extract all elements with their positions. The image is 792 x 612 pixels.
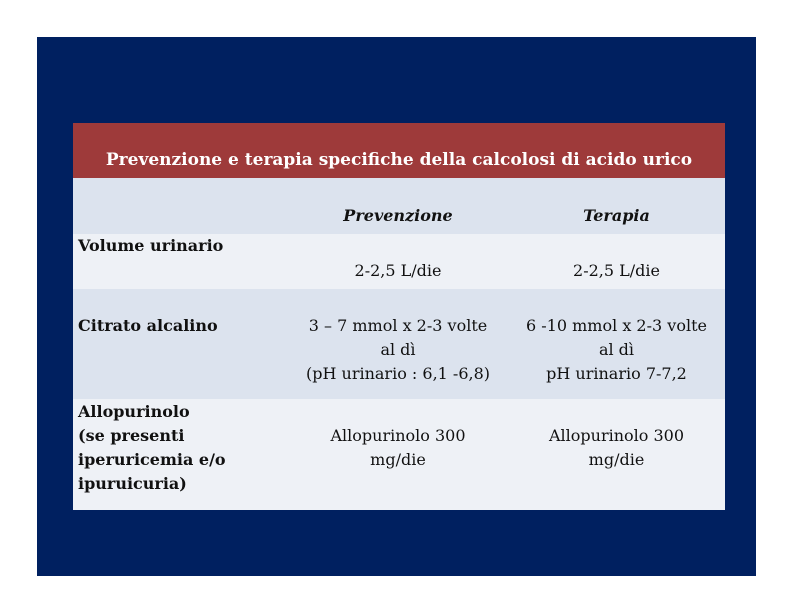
cell-line: Allopurinolo 300 xyxy=(330,426,466,445)
label-line: ipuruicuria) xyxy=(78,474,187,493)
calcolosi-table xyxy=(73,123,725,510)
header-terapia: Terapia xyxy=(583,206,650,225)
label-line: Allopurinolo xyxy=(78,402,190,421)
cell-line: Allopurinolo 300 xyxy=(548,426,685,445)
cell-terapia xyxy=(508,424,725,472)
cell-prevenzione xyxy=(288,424,508,472)
cell-line: al dì xyxy=(380,340,416,359)
table-header-row xyxy=(73,178,725,234)
table-row xyxy=(73,234,725,289)
table-title: Prevenzione e terapia specifiche della calcolosi di acido urico xyxy=(73,123,725,178)
table-row xyxy=(73,399,725,510)
cell-line: 3 – 7 mmol x 2-3 volte xyxy=(308,316,488,335)
cell-line: mg/die xyxy=(370,450,426,469)
row-label xyxy=(78,400,293,496)
cell-line: mg/die xyxy=(588,450,645,469)
header-prevenzione: Prevenzione xyxy=(343,206,453,225)
row-label: Citrato alcalino xyxy=(78,316,218,335)
cell-prevenzione: 2-2,5 L/die xyxy=(354,261,442,280)
row-label: Volume urinario xyxy=(78,236,224,255)
cell-line: (pH urinario : 6,1 -6,8) xyxy=(305,364,491,383)
table-row xyxy=(73,289,725,399)
cell-prevenzione xyxy=(288,314,508,386)
label-line: iperuricemia e/o xyxy=(78,450,226,469)
cell-terapia: 2-2,5 L/die xyxy=(573,261,660,280)
cell-line: pH urinario 7-7,2 xyxy=(546,364,687,383)
label-line: (se presenti xyxy=(78,426,185,445)
cell-line: 6 -10 mmol x 2-3 volte xyxy=(526,316,707,335)
cell-terapia xyxy=(508,314,725,386)
cell-line: al dì xyxy=(598,340,635,359)
